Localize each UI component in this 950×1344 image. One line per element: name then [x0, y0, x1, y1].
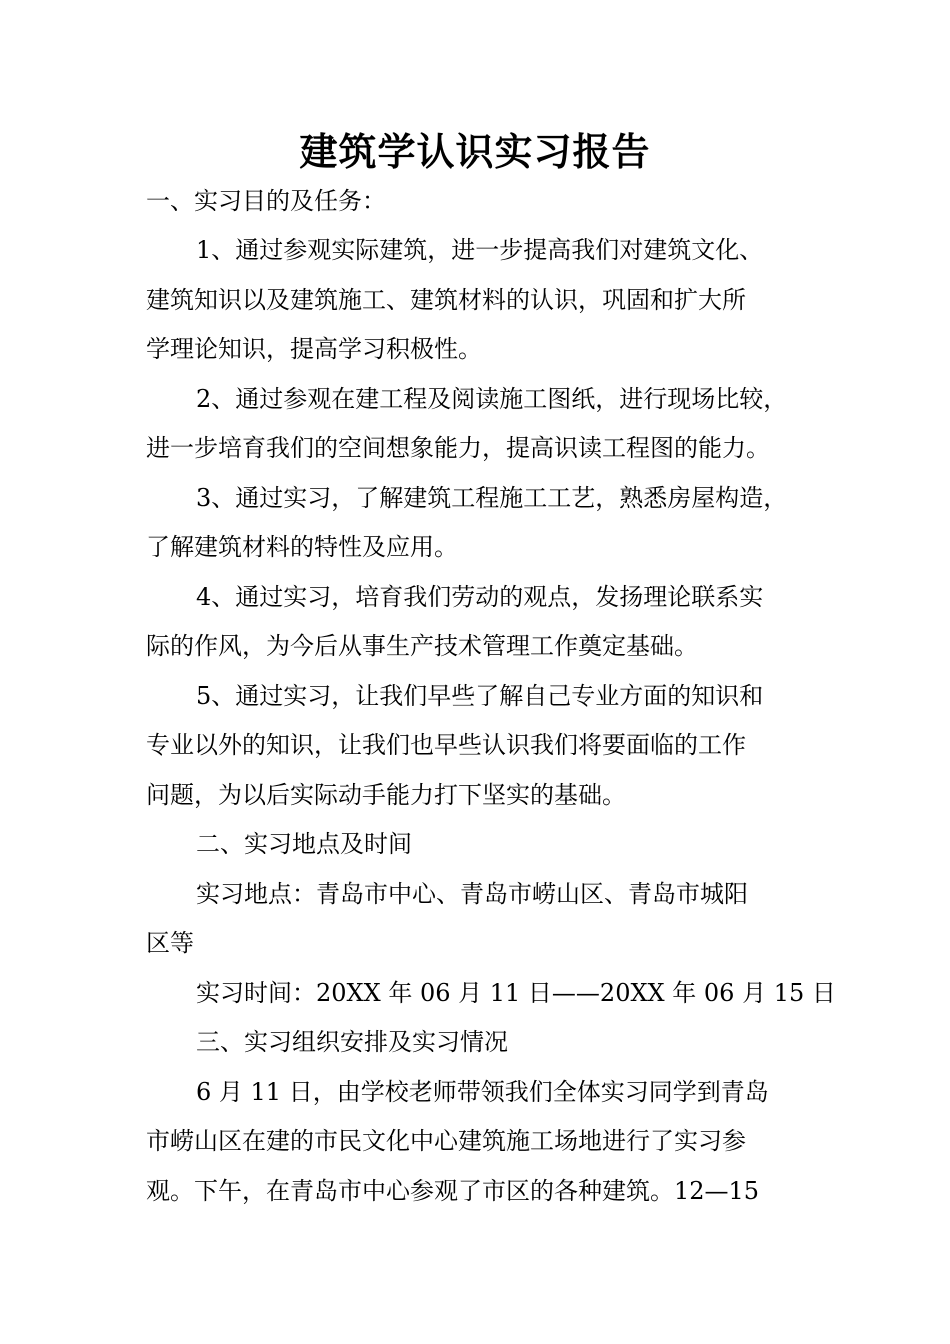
paragraph-line: 问题，为以后实际动手能力打下坚实的基础。: [146, 781, 626, 809]
paragraph-line: 6 月 11 日，由学校老师带领我们全体实习同学到青岛: [196, 1078, 769, 1106]
paragraph-line: 5、通过实习，让我们早些了解自己专业方面的知识和: [196, 682, 764, 710]
paragraph-line: 实习时间：20XX 年 06 月 11 日——20XX 年 06 月 15 日: [196, 979, 836, 1007]
paragraph-line: 观。下午，在青岛市中心参观了市区的各种建筑。12—15: [146, 1177, 760, 1205]
paragraph-line: 区等: [146, 929, 194, 957]
document-title: 建筑学认识实习报告: [299, 129, 651, 174]
paragraph-line: 1、通过参观实际建筑，进一步提高我们对建筑文化、: [196, 236, 764, 264]
paragraph-line: 实习地点：青岛市中心、青岛市崂山区、青岛市城阳: [196, 880, 748, 908]
paragraph-line: 际的作风，为今后从事生产技术管理工作奠定基础。: [146, 632, 698, 660]
paragraph-line: 学理论知识，提高学习积极性。: [146, 335, 482, 363]
paragraph-line: 4、通过实习，培育我们劳动的观点，发扬理论联系实: [196, 583, 764, 611]
paragraph-line: 市崂山区在建的市民文化中心建筑施工场地进行了实习参: [146, 1127, 746, 1155]
paragraph-line: 专业以外的知识，让我们也早些认识我们将要面临的工作: [146, 731, 746, 759]
paragraph-line: 进一步培育我们的空间想象能力，提高识读工程图的能力。: [146, 434, 770, 462]
paragraph-line: 建筑知识以及建筑施工、建筑材料的认识，巩固和扩大所: [146, 286, 746, 314]
paragraph-line: 了解建筑材料的特性及应用。: [146, 533, 458, 561]
paragraph-line: 3、通过实习，了解建筑工程施工工艺，熟悉房屋构造，: [196, 484, 788, 512]
section-heading-2: 二、实习地点及时间: [196, 830, 412, 858]
paragraph-line: 2、通过参观在建工程及阅读施工图纸，进行现场比较，: [196, 385, 788, 413]
section-heading-1: 一、实习目的及任务：: [146, 187, 386, 215]
section-heading-3: 三、实习组织安排及实习情况: [196, 1028, 508, 1056]
